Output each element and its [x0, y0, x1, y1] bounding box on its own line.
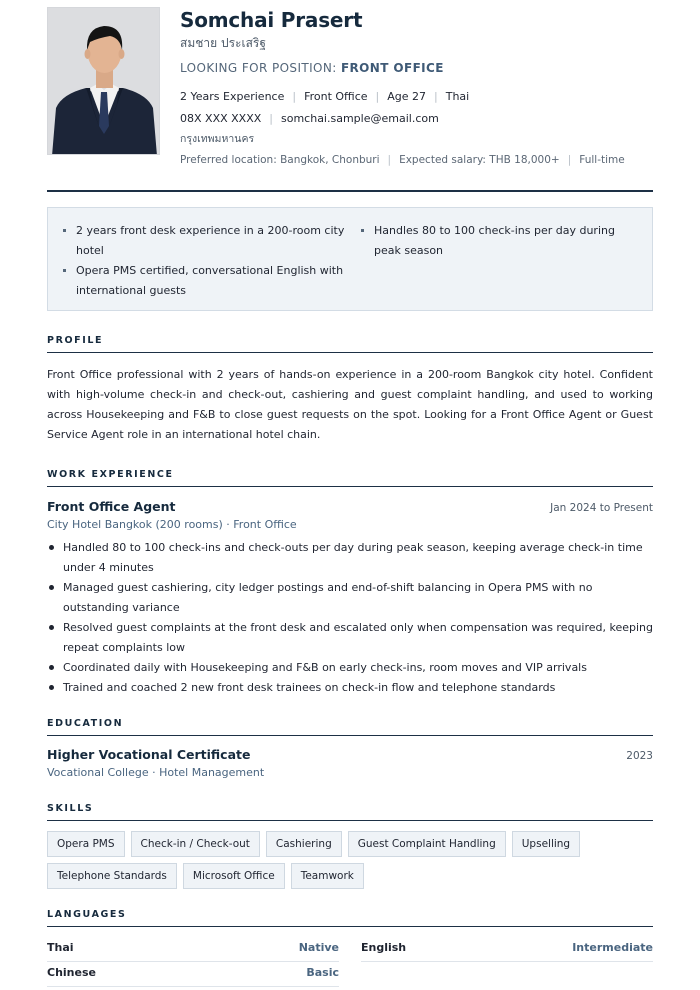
- highlights-box: [47, 207, 653, 311]
- section-title: SKILLS: [47, 803, 653, 821]
- expected-salary: Expected salary: THB 18,000+: [399, 154, 560, 166]
- language-name: Chinese: [47, 966, 96, 979]
- job-bullet: Resolved guest complaints at the front desk and escalated only when compensation was required, keeping repeat complaints low: [47, 618, 653, 658]
- separator: |: [434, 90, 438, 103]
- preferences-line: [180, 153, 653, 168]
- work-experience-section: [47, 469, 653, 698]
- experience-years: 2 Years Experience: [180, 90, 285, 103]
- profile-photo: [47, 7, 160, 155]
- section-title: LANGUAGES: [47, 909, 653, 927]
- resume-header: [47, 0, 653, 192]
- language-level: Basic: [306, 966, 339, 979]
- section-title: PROFILE: [47, 335, 653, 353]
- languages-column-1: [47, 937, 339, 987]
- language-level: Native: [298, 941, 339, 954]
- age: Age 27: [387, 90, 427, 103]
- highlight-item: Opera PMS certified, conversational English with international guests: [62, 261, 360, 301]
- job-type: Full-time: [579, 154, 625, 166]
- degree-title: Higher Vocational Certificate: [47, 747, 251, 762]
- languages-section: [47, 909, 653, 987]
- language-row: [47, 937, 339, 962]
- skill-chip: Telephone Standards: [47, 863, 177, 889]
- skill-chip: Upselling: [512, 831, 580, 857]
- profile-text: Front Office professional with 2 years of hands-on experience in a 200-room Bangkok city hotel. Confident with high-volume check-in and check-out, cashiering and guest complaint handling, and used to working across Housekeeping and F&B to close guest requests on the spot. Looking for a Front Office Agent or Guest Service Agent role in an international hotel chain.: [47, 368, 653, 441]
- language-level: Intermediate: [572, 941, 653, 954]
- skill-chip: Teamwork: [291, 863, 364, 889]
- position-value: FRONT OFFICE: [340, 61, 444, 75]
- language-name: English: [361, 941, 407, 954]
- languages-column-2: [361, 937, 653, 987]
- nationality: Thai: [445, 90, 470, 103]
- education-header: [47, 747, 653, 762]
- section-title: EDUCATION: [47, 718, 653, 736]
- job-title: Front Office Agent: [47, 499, 176, 514]
- preferred-location: Preferred location: Bangkok, Chonburi: [180, 154, 380, 166]
- company-name: City Hotel Bangkok (200 rooms) · Front Office: [47, 518, 297, 531]
- position-label: LOOKING FOR POSITION:: [180, 61, 337, 75]
- section-title: WORK EXPERIENCE: [47, 469, 653, 487]
- city: กรุงเทพมหานคร: [180, 133, 255, 145]
- job-bullet: Handled 80 to 100 check-ins and check-outs per day during peak season, keeping average check-in time under 4 minutes: [47, 538, 653, 578]
- email-address[interactable]: somchai.sample@email.com: [281, 112, 439, 125]
- school-name: Vocational College · Hotel Management: [47, 766, 265, 779]
- language-name: Thai: [47, 941, 74, 954]
- separator: |: [375, 90, 380, 103]
- skill-chip: Guest Complaint Handling: [348, 831, 506, 857]
- job-header: [47, 499, 653, 514]
- department: Front Office: [304, 90, 368, 103]
- skill-chip: Microsoft Office: [183, 863, 285, 889]
- graduation-year: 2023: [626, 750, 653, 762]
- separator: |: [292, 90, 297, 103]
- meta-line-1: [180, 89, 653, 104]
- job-bullet: Trained and coached 2 new front desk trainees on check-in flow and telephone standards: [47, 678, 653, 698]
- skills-section: [47, 803, 653, 889]
- profile-section: [47, 335, 653, 445]
- skill-chip: Cashiering: [266, 831, 342, 857]
- skills-list: [47, 831, 607, 889]
- highlight-item: Handles 80 to 100 check-ins per day during peak season: [360, 221, 620, 261]
- language-row: [47, 962, 339, 987]
- separator: |: [387, 154, 392, 166]
- separator: |: [269, 112, 273, 125]
- highlight-item: 2 years front desk experience in a 200-room city hotel: [62, 221, 360, 261]
- skill-chip: Check-in / Check-out: [131, 831, 260, 857]
- job-bullets: [47, 538, 653, 698]
- candidate-name-thai: สมชาย ประเสริฐ: [180, 36, 266, 50]
- contact-line: [180, 111, 653, 126]
- education-section: [47, 718, 653, 781]
- job-bullet: Coordinated daily with Housekeeping and F&B on early check-ins, room moves and VIP arrivals: [47, 658, 653, 678]
- highlights-column-2: [360, 221, 620, 310]
- skill-chip: Opera PMS: [47, 831, 125, 857]
- phone-number: 08X XXX XXXX: [180, 112, 262, 125]
- highlights-column-1: [62, 221, 360, 310]
- target-position: [180, 60, 653, 76]
- job-bullet: Managed guest cashiering, city ledger postings and end-of-shift balancing in Opera PMS with no outstanding variance: [47, 578, 653, 618]
- separator: |: [567, 154, 572, 166]
- languages-list: [47, 937, 653, 987]
- header-info: [180, 7, 653, 168]
- candidate-name: Somchai Prasert: [180, 8, 363, 32]
- job-dates: Jan 2024 to Present: [550, 502, 653, 514]
- language-row: [361, 937, 653, 962]
